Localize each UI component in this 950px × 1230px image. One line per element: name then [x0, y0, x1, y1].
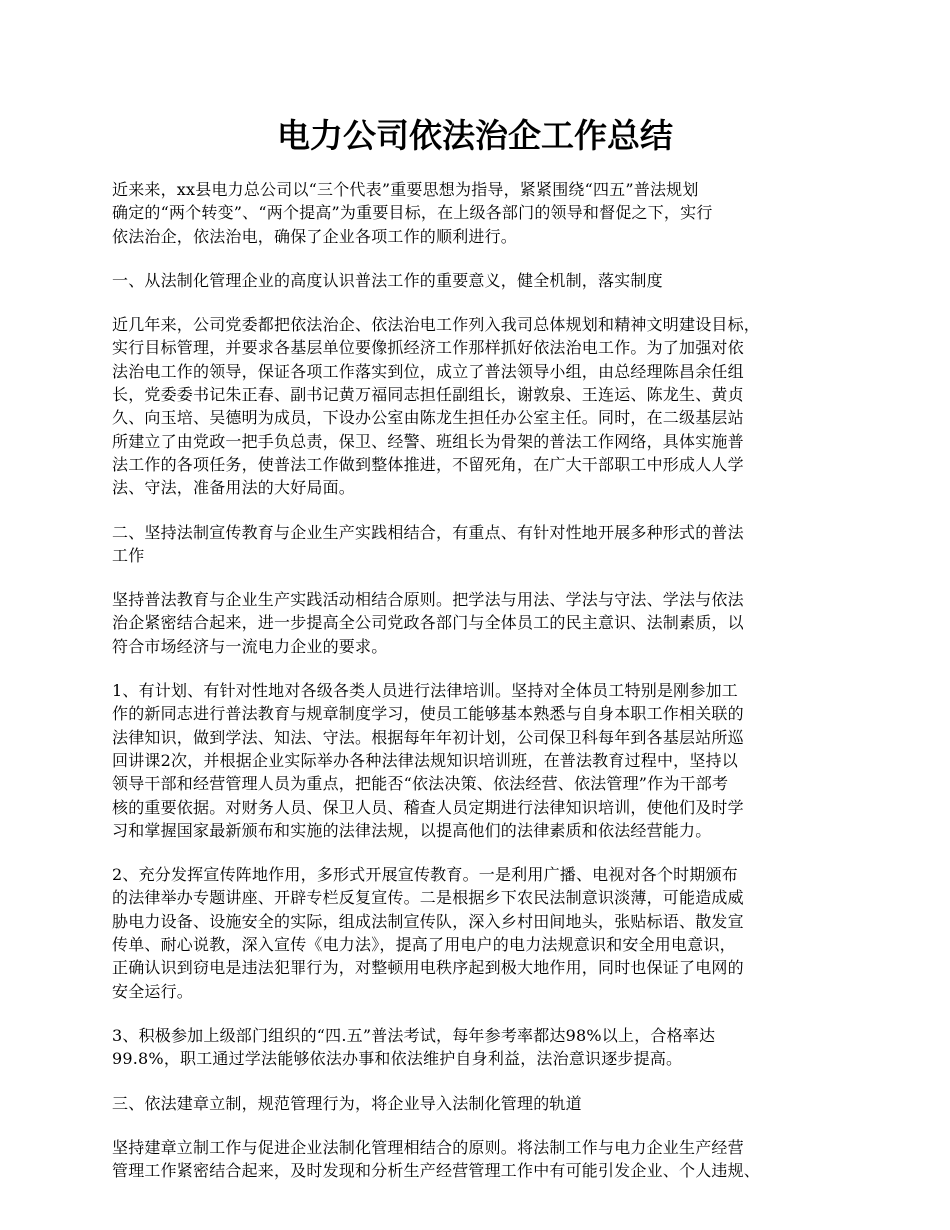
section-heading-2: 二、坚持法制宣传教育与企业生产实践相结合，有重点、有针对性地开展多种形式的普法 工作: [112, 522, 744, 565]
section-heading-3: 三、依法建章立制，规范管理行为，将企业导入法制化管理的轨道: [112, 1093, 582, 1113]
list-item-1: 1、有计划、有针对性地对各级各类人员进行法律培训。坚持对全体员工特别是刚参加工 作的新同志进行普法教育与规章制度学习，使员工能够基本熟悉与自身本职工作相关联的 法律知识，做到学法、知法、守法。根据每年年初计划，公司保卫科每年到各基层站所巡 回讲课2次，并根据企业实际举办各种法律法规知识培训班，在普法教育过程中，坚持以 领导干部和经营管理人员为重点，把能否“依法决策、依法经营、依法管理”作为干部考 核的重要依据。对财务人员、保卫人员、稽查人员定期进行法律知识培训，使他们及时学 习和掌握国家最新颁布和实施的法律法规，以提高他们的法律素质和依法经营能力。: [112, 681, 744, 840]
body-paragraph: 坚持普法教育与企业生产实践活动相结合原则。把学法与用法、学法与守法、学法与依法 治企紧密结合起来，进一步提高全公司党政各部门与全体员工的民主意识、法制素质，以 符合市场经济与一流电力企业的要求。: [112, 590, 744, 656]
section-heading-1: 一、从法制化管理企业的高度认识普法工作的重要意义，健全机制，落实制度: [112, 270, 663, 290]
document-title: 电力公司依法治企工作总结: [277, 116, 673, 155]
body-paragraph: 近几年来，公司党委都把依法治企、依法治电工作列入我司总体规划和精神文明建设目标， 实行目标管理，并要求各基层单位要像抓经济工作那样抓好依法治电工作。为了加强对依 法治电工作的领导，保证各项工作落实到位，成立了普法领导小组，由总经理陈昌余任组 长，党委委书记朱正春、副书记黄万福同志担任副组长，谢敦泉、王连运、陈龙生、黄贞 久、向玉培、吴德明为成员，下设办公室由陈龙生担任办公室主任。同时，在二级基层站 所建立了由党政一把手负总责，保卫、经警、班组长为骨架的普法工作网络，具体实施普 法工作的各项任务，使普法工作做到整体推进，不留死角，在广大干部职工中形成人人学 法、守法，准备用法的大好局面。: [112, 315, 761, 498]
list-item-3: 3、积极参加上级部门组织的“四.五”普法考试，每年参考率都达98%以上，合格率达 99.8%，职工通过学法能够依法办事和依法维护自身利益，法治意识逐步提高。: [112, 1025, 716, 1069]
intro-paragraph: 近来来，xx县电力总公司以“三个代表”重要思想为指导，紧紧围绕“四五”普法规划 确定的“两个转变”、“两个提高”为重要目标，在上级各部门的领导和督促之下，实行 依法治企，依法治电，确保了企业各项工作的顺利进行。: [112, 180, 713, 246]
list-item-2: 2、充分发挥宣传阵地作用，多形式开展宣传教育。一是利用广播、电视对各个时期颁布 的法律举办专题讲座、开辟专栏反复宣传。二是根据乡下农民法制意识淡薄，可能造成威 胁电力设备、设施安全的实际，组成法制宣传队，深入乡村田间地头，张贴标语、散发宣 传单、耐心说教，深入宣传《电力法》，提高了用电户的电力法规意识和安全用电意识， 正确认识到窃电是违法犯罪行为，对整顿用电秩序起到极大地作用，同时也保证了电网的 安全运行。: [112, 865, 744, 1001]
body-paragraph: 坚持建章立制工作与促进企业法制化管理相结合的原则。将法制工作与电力企业生产经营 管理工作紧密结合起来，及时发现和分析生产经营管理工作中有可能引发企业、个人违规、: [112, 1137, 761, 1181]
document-body: [112, 178, 847, 1203]
